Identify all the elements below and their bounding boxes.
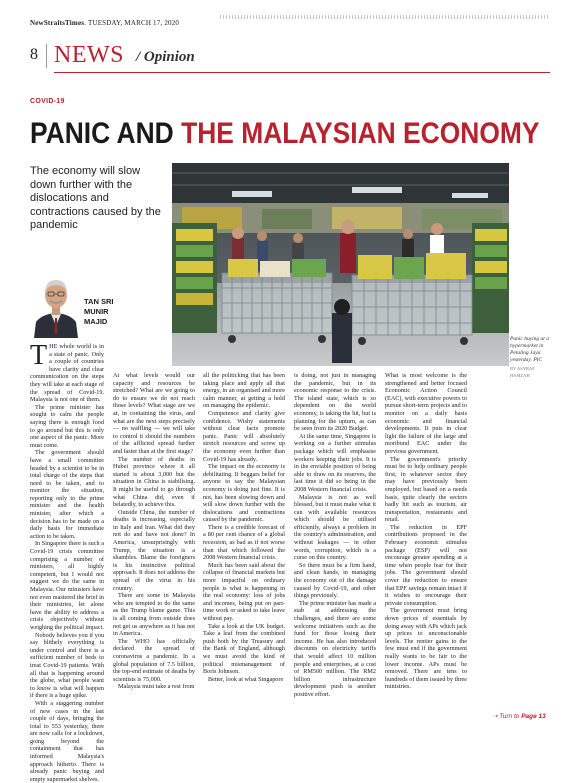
body-column-5: [385, 372, 467, 691]
body-paragraph: all the politicking that has been taking place and apply all that energy, in an organised and more calm manner, at getting a hold on managing the epidemic.: [203, 372, 285, 410]
issue-date: . TUESDAY, MARCH 17, 2020: [84, 19, 180, 27]
photo-caption: [510, 336, 554, 379]
body-paragraph: HE whole world is in a state of panic. Only a couple of countries have clarity and clear communication on the steps they will take at each stage of the spread of Covid-19. Malaysia is not one of them.: [30, 343, 104, 404]
body-paragraph: The impact on the economy is debilitating. It beggars belief for anyone to say the Malaysian economy is doing just fine. It is not, has been slowing down and will slow down further with the dislocations and contractions caused by the pandemic.: [203, 463, 285, 524]
story-kicker: COVID-19: [30, 98, 65, 105]
headline-part-1: PANIC AND: [30, 117, 182, 150]
headline: [30, 117, 540, 150]
body-paragraph: Take a look at the UK budget. Take a leaf from the combined push both by the Treasury and the Bank of England, although we must avoid the kind of political mismanagement of Boris Johnson.: [203, 622, 285, 676]
body-paragraph: Competence and clarity give confidence. Wishy statements without clear facts promote panic. Panic will absolutely stretch resources and screw up the economy even further than Covid-19 has already.: [203, 409, 285, 463]
section-divider: [46, 44, 47, 68]
body-paragraph: The number of deaths in Hubei province where it all started is about 3,000 but the situation in China is stabilising. It might be useful to go through what China did, even if belatedly, to achieve this.: [113, 455, 195, 509]
body-paragraph: Outside China, the number of deaths is increasing, especially in Italy and Iran. What did they not do and have not done? In America, unsurprisingly with Trump, the situation is a shambles. Blame the foreigners is his instinctive political approach. It does not address the spread of the virus in his country.: [113, 508, 195, 592]
body-paragraph: Much has been said about the collapse of financial markets but more impactful on ordinary people is what is happening in the real economy: loss of jobs and incomes, being put on part-time work or asked to take leave without pay.: [203, 561, 285, 622]
body-paragraph: Malaysia must take a rest from: [118, 683, 195, 691]
paper-name: NewStraitsTimes: [30, 19, 85, 27]
body-column-1: [30, 340, 104, 783]
body-column-4: [294, 372, 376, 699]
section-name: NEWS: [54, 42, 124, 68]
body-paragraph: Better, look at what Singapore: [208, 675, 284, 683]
body-paragraph: Nobody believes you if you say blithely everything is under control and there is a sufficient number of beds to treat Covid-19 patients. With all that is happening around the globe, what people want to know is what will happen if there is a huge spike.: [30, 631, 104, 700]
body-paragraph: Malaysia is not as well blessed, but it must make what it can with available resources which should be utilised efficiently, always a problem in the country's administration, and without leakages — in other words, corruption, which is a curse on this country.: [294, 493, 376, 562]
section-rule: [54, 72, 550, 73]
hypermarket-photo: [172, 163, 509, 366]
page-number: 8: [30, 46, 38, 63]
body-paragraph: is doing, not just in managing the pandemic, but in its economic response to the crisis. The island state, which is so dependent on the world economy, is taking the hit, but is planning for the upturn, as can be seen from its 2020 Budget.: [294, 372, 376, 433]
headline-part-2: THE MALAYSIAN ECONOMY: [181, 117, 540, 150]
body-paragraph: At the same time, Singapore is working on a further stimulus package which will emphasise workers keeping their jobs. It is in the enviable position of being able to draw on its reserves, the last time it did so being in the 2008 Western financial crisis.: [294, 432, 376, 493]
body-paragraph: The prime minister has made a stab at addressing the challenges, and there are some welcome initiatives such as the fund for those losing their income. He has also introduced discounts on electricity tariffs that would affect 10 million people and enterprises, at a cost of RM500 million. The RM2 billion infrastructure development push is another positive effort.: [294, 599, 376, 698]
body-paragraph: There is a credible forecast of a 80 per cent chance of a global recession, as bad as if not worse than that which followed the 2008 Western financial crisis.: [203, 523, 285, 562]
body-column-2: [113, 372, 195, 691]
turn-to-prefix: ➝ Turn to: [492, 713, 520, 720]
body-paragraph: In Singapore there is such a Covid-19 crisis committee comprising a number of ministers, all highly competent, but I would not suggest we do the same in Malaysia. Our ministers have not even mastered the brief in their ministries, let alone have the ability to address a crisis objectively without weighing the political impact.: [30, 540, 104, 631]
author-name-line: TAN SRI: [84, 297, 114, 306]
turn-to-link[interactable]: [492, 712, 546, 720]
body-column-3: [203, 372, 285, 683]
body-paragraph: What is most welcome is the strengthened and better focused Economic Action Council (EAC), with executive powers to pursue short-term projects and to monitor on a daily basis economic and financial developments. It puts in clear light the failure of the large and moribund EAC under the previous government.: [385, 372, 467, 455]
author-photo: [30, 268, 82, 338]
masthead: [30, 12, 550, 27]
body-paragraph: The government's priority must be to help ordinary people first, in whatever sector they may have previously been employed, but based on a needs basis, quite clearly the sectors badly hit such as tourism, air transportation, restaurants and retail.: [385, 455, 467, 524]
body-paragraph: The prime minister has sought to calm the people saying there is enough food to go around but this is only one aspect of the panic. More must come.: [30, 403, 104, 449]
body-paragraph: At what levels would our capacity and resources be stretched? What are we going to do to ensure we do not reach those levels? What stage are we at, in containing the virus, and what are the next steps precisely — no waffling — we will take to control it should the numbers of the afflicted spread further and faster than at the first stage?: [113, 372, 195, 455]
author-name-line: MAJID: [84, 317, 108, 326]
section-header: [30, 40, 550, 72]
body-paragraph: With a staggering number of new cases in the last couple of days, bringing the total to 553 yesterday, there are now calls for a lockdown, going beyond the containment that has informed Malaysia's approach hitherto. There is already panic buying and empty supermarket shelves.: [30, 699, 104, 783]
section-subname: / Opinion: [136, 49, 195, 65]
author-byline: [84, 297, 128, 327]
author-name-line: MUNIR: [84, 307, 109, 316]
drop-cap: T: [30, 340, 48, 371]
standfirst: The economy will slow down further with the dislocations and contractions caused by the pandemic: [30, 165, 161, 231]
body-paragraph: The government must bring down prices of essentials by doing away with APs which jack up prices to unconscionable levels. The rentier gains to the few must end if the government really wants to be fair to the lower income. APs must be removed. There are tens to hundreds of them issued by three ministries.: [385, 607, 467, 691]
body-paragraph: So there must be a firm hand, and clean hands, in managing the economy out of the damage caused by Covid-19, and other things previously.: [294, 561, 376, 600]
body-paragraph: The WHO has officially declared the spread of coronavirus a pandemic. In a global population of 7.5 billion, the top-end estimate of deaths by scientists is 75,000.: [113, 637, 195, 683]
body-paragraph: There are some in Malaysia who are tempted to do the same as the Trump blame game. This is all coming from outside does not get us anywhere as it has not in America.: [113, 592, 195, 638]
photo-credit: BY ASYRAF HAMZAH: [510, 366, 535, 378]
body-paragraph: The government should have a small committee headed by a scientist to be in total charge of the steps that need to be taken, and to monitor the situation, reporting only to the prime minister and the health minister, after which a decision has to be made on a daily basis for immediate action to be taken.: [30, 449, 104, 540]
masthead-stripe: [220, 15, 550, 19]
body-paragraph: The reduction in EPF contributions proposed in the February economic stimulus package (ESP) will not encourage greater spending at a time when people fear for their jobs. The government should cover the reduction to ensure that EPF savings remain intact if it wishes to encourage their private consumption.: [385, 523, 467, 607]
turn-to-page: Page 13: [521, 713, 546, 720]
photo-caption-text: Panic buying at a hypermarket in Petaling Jaya yesterday. PIC: [510, 336, 549, 363]
